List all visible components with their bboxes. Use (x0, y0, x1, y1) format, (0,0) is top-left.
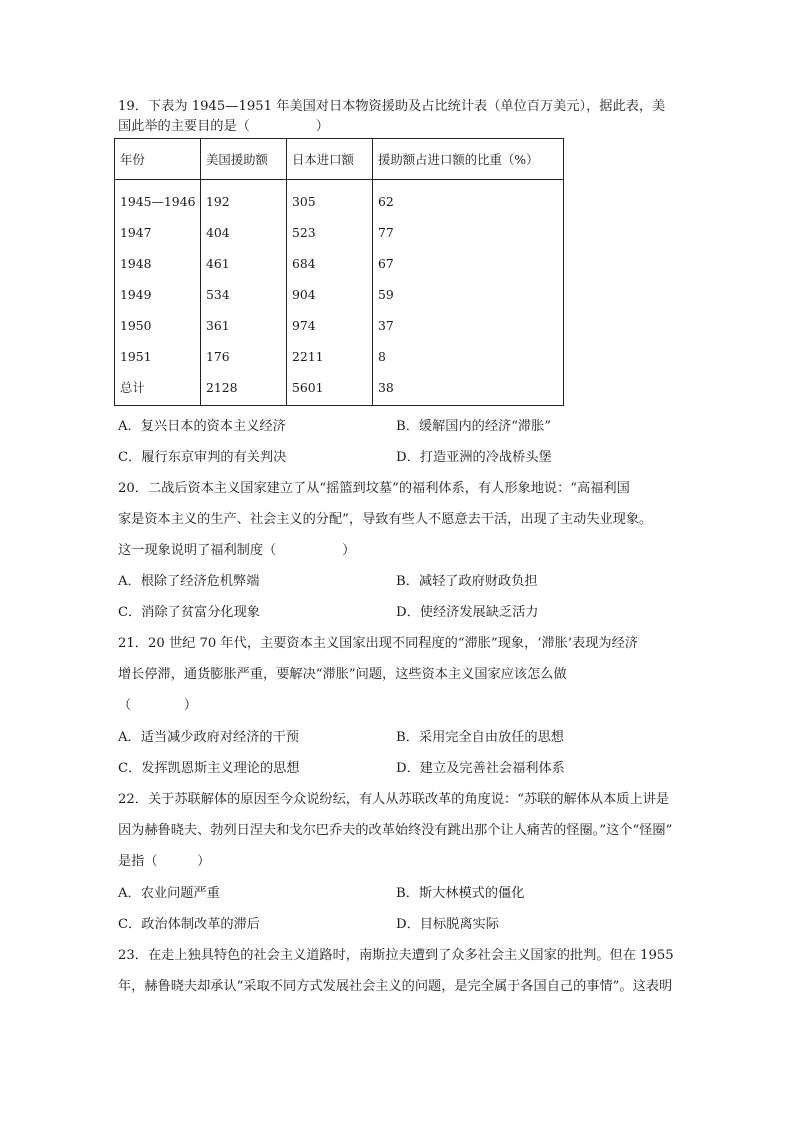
q22-stem-line1: 22．关于苏联解体的原因至今众说纷纭，有人从苏联改革的角度说：“苏联的解体从本质上讲是 (118, 792, 670, 807)
q20-stem-line1: 20．二战后资本主义国家建立了从“摇篮到坟墓”的福利体系，有人形象地说：“高福利国 (118, 481, 630, 496)
table-cell: 361 (206, 318, 230, 333)
q22-option-d[interactable]: D．目标脱离实际 (396, 917, 499, 932)
q22-stem-line2: 因为赫鲁晓夫、勃列日涅夫和戈尔巴乔夫的改革始终没有跳出那个让人痛苦的怪圈。”这个“怪圈” (118, 823, 673, 838)
table-header-imports: 日本进口额 (287, 139, 373, 180)
q21-option-b[interactable]: B．采用完全自由放任的思想 (396, 730, 564, 745)
table-cell: 67 (378, 256, 394, 271)
q19-stem-line2: 国此举的主要目的是（ ） (118, 119, 329, 134)
table-cell: 77 (378, 225, 394, 240)
table-header-aid: 美国援助额 (201, 139, 287, 180)
q20-option-b[interactable]: B．减轻了政府财政负担 (396, 574, 538, 589)
table-cell: 59 (378, 287, 394, 302)
q19-option-b[interactable]: B．缓解国内的经济“滞胀” (396, 419, 552, 434)
table-cell: 37 (378, 318, 394, 333)
q21-option-a[interactable]: A．适当减少政府对经济的干预 (118, 730, 299, 745)
table-cell: 1949 (120, 287, 152, 302)
q21-stem-line1: 21．20 世纪 70 年代，主要资本主义国家出现不同程度的“滞胀”现象，‘滞胀’表现为经济 (118, 636, 638, 651)
table-cell: 8 (378, 349, 386, 364)
table-cell: 5601 (292, 380, 324, 395)
table-column-imports (287, 180, 373, 406)
q19-option-d[interactable]: D．打造亚洲的冷战桥头堡 (396, 450, 552, 465)
table-cell: 2211 (292, 349, 324, 364)
table-cell: 305 (292, 194, 316, 209)
q23-stem-line1: 23．在走上独具特色的社会主义道路时，南斯拉夫遭到了众多社会主义国家的批判。但在 1955 (118, 948, 674, 963)
q20-stem-line3: 这一现象说明了福利制度（ ） (118, 543, 356, 558)
q19-stem-line1: 19．下表为 1945—1951 年美国对日本物资援助及占比统计表（单位百万美元），据此表，美 (118, 99, 666, 114)
table-cell: 176 (206, 349, 230, 364)
q20-option-d[interactable]: D．使经济发展缺乏活力 (396, 605, 539, 620)
q20-option-a[interactable]: A．根除了经济危机弊端 (118, 574, 260, 589)
q22-option-b[interactable]: B．斯大林模式的僵化 (396, 886, 525, 901)
table-cell: 1948 (120, 256, 152, 271)
table-cell: 461 (206, 256, 230, 271)
table-cell: 2128 (206, 380, 238, 395)
table-cell: 192 (206, 194, 230, 209)
table-cell: 404 (206, 225, 230, 240)
table-header-year: 年份 (115, 139, 201, 180)
table-cell: 38 (378, 380, 394, 395)
table-cell: 62 (378, 194, 394, 209)
table-cell: 534 (206, 287, 230, 302)
q22-option-a[interactable]: A．农业问题严重 (118, 886, 220, 901)
q21-stem-line3: （ ） (118, 698, 198, 713)
q19-option-a[interactable]: A．复兴日本的资本主义经济 (118, 419, 286, 434)
table-column-year (115, 180, 201, 406)
table-cell: 1950 (120, 318, 152, 333)
table-cell: 904 (292, 287, 316, 302)
q21-option-c[interactable]: C．发挥凯恩斯主义理论的思想 (118, 761, 300, 776)
q21-option-d[interactable]: D．建立及完善社会福利体系 (396, 761, 565, 776)
table-cell: 总计 (120, 380, 145, 395)
q20-option-c[interactable]: C．消除了贫富分化现象 (118, 605, 260, 620)
q22-option-c[interactable]: C．政治体制改革的滞后 (118, 917, 260, 932)
table-cell: 523 (292, 225, 316, 240)
table-cell: 1951 (120, 349, 152, 364)
q20-stem-line2: 家是资本主义的生产、社会主义的分配”，导致有些人不愿意去干活，出现了主动失业现象。 (118, 512, 653, 527)
table-cell: 1947 (120, 225, 152, 240)
table-cell: 684 (292, 256, 316, 271)
table-column-ratio (373, 180, 564, 406)
q19-data-table (114, 138, 564, 406)
table-cell: 974 (292, 318, 316, 333)
q23-stem-line2: 年，赫鲁晓夫却承认“采取不同方式发展社会主义的问题，是完全属于各国自己的事情”。这表明 (118, 979, 673, 994)
table-cell: 1945—1946 (120, 194, 196, 209)
table-header-ratio: 援助额占进口额的比重（%） (373, 139, 564, 180)
q19-option-c[interactable]: C．履行东京审判的有关判决 (118, 450, 287, 465)
q22-stem-line3: 是指（ ） (118, 854, 211, 869)
table-column-aid (201, 180, 287, 406)
q21-stem-line2: 增长停滞，通货膨胀严重，要解决“滞胀”问题，这些资本主义国家应该怎么做 (118, 667, 567, 682)
